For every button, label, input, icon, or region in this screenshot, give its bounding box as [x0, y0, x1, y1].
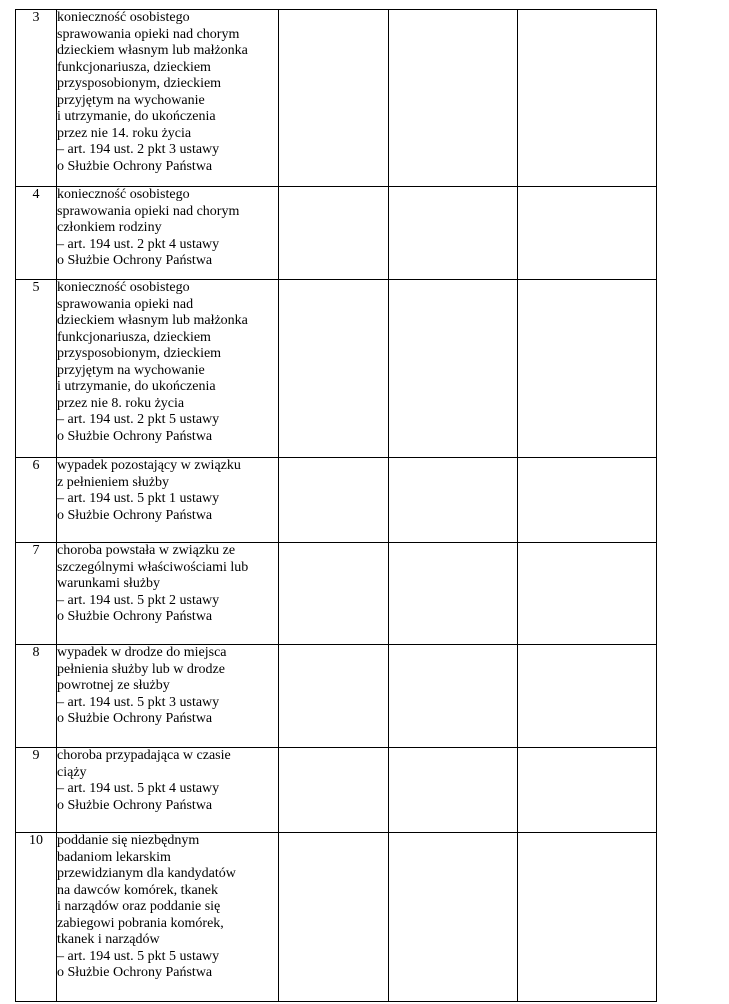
description-line: ciąży: [57, 764, 87, 780]
description-line: – art. 194 ust. 2 pkt 3 ustawy: [57, 142, 220, 157]
blank-cell: [518, 645, 657, 748]
description-line: sprawowania opieki nad chorym: [57, 203, 240, 219]
description-line: funkcjonariusza, dzieckiem: [57, 59, 211, 75]
row-description: [57, 10, 279, 187]
blank-cell: [279, 543, 389, 645]
description-line: o Służbie Ochrony Państwa: [57, 797, 213, 813]
absence-reasons-table: [15, 9, 657, 1002]
row-description: [57, 458, 279, 543]
blank-cell: [518, 280, 657, 458]
description-line: poddanie się niezbędnym: [57, 833, 200, 848]
row-number: 8: [16, 645, 57, 748]
row-number: 3: [16, 10, 57, 187]
row-description: [57, 748, 279, 833]
description-line: i utrzymanie, do ukończenia: [57, 379, 216, 394]
row-number: 9: [16, 748, 57, 833]
description-line: zabiegowi pobrania komórek,: [57, 915, 224, 931]
description-line: sprawowania opieki nad chorym: [57, 26, 240, 42]
description-line: i utrzymanie, do ukończenia: [57, 109, 216, 124]
row-number: 5: [16, 280, 57, 458]
blank-cell: [279, 645, 389, 748]
description-line: dzieckiem własnym lub małżonka: [57, 313, 248, 328]
table-row: [16, 833, 657, 1002]
description-line: o Służbie Ochrony Państwa: [57, 428, 213, 444]
blank-cell: [518, 10, 657, 187]
description-line: – art. 194 ust. 5 pkt 1 ustawy: [57, 491, 220, 506]
description-line: – art. 194 ust. 2 pkt 4 ustawy: [57, 236, 220, 252]
description-line: o Służbie Ochrony Państwa: [57, 711, 213, 726]
row-number: 10: [16, 833, 57, 1002]
description-line: przysposobionym, dzieckiem: [57, 76, 222, 91]
description-line: – art. 194 ust. 5 pkt 2 ustawy: [57, 592, 220, 608]
table-row: [16, 458, 657, 543]
description-line: sprawowania opieki nad: [57, 296, 194, 312]
description-line: konieczność osobistego: [57, 280, 190, 295]
blank-cell: [389, 10, 518, 187]
blank-cell: [518, 187, 657, 280]
description-line: choroba przypadająca w czasie: [57, 748, 231, 763]
description-line: – art. 194 ust. 5 pkt 3 ustawy: [57, 694, 220, 710]
description-line: członkiem rodziny: [57, 220, 162, 235]
blank-cell: [389, 458, 518, 543]
blank-cell: [518, 458, 657, 543]
description-line: o Służbie Ochrony Państwa: [57, 965, 213, 980]
blank-cell: [279, 280, 389, 458]
table-row: [16, 280, 657, 458]
blank-cell: [279, 833, 389, 1002]
description-line: na dawców komórek, tkanek: [57, 882, 218, 898]
blank-cell: [389, 280, 518, 458]
table-row: [16, 543, 657, 645]
row-description: [57, 833, 279, 1002]
blank-cell: [389, 543, 518, 645]
blank-cell: [389, 833, 518, 1002]
description-line: warunkami służby: [57, 576, 161, 591]
description-line: o Służbie Ochrony Państwa: [57, 609, 213, 624]
description-line: szczególnymi właściwościami lub: [57, 559, 249, 575]
description-line: – art. 194 ust. 5 pkt 5 ustawy: [57, 948, 220, 964]
description-line: o Służbie Ochrony Państwa: [57, 158, 213, 174]
description-line: przez nie 14. roku życia: [57, 125, 192, 141]
description-line: z pełnieniem służby: [57, 474, 169, 490]
description-line: przyjętym na wychowanie: [57, 92, 205, 108]
row-number: 7: [16, 543, 57, 645]
description-line: wypadek pozostający w związku: [57, 458, 241, 473]
description-line: o Służbie Ochrony Państwa: [57, 507, 213, 523]
blank-cell: [518, 833, 657, 1002]
description-line: przewidzianym dla kandydatów: [57, 866, 236, 881]
blank-cell: [279, 10, 389, 187]
row-number: 4: [16, 187, 57, 280]
description-line: – art. 194 ust. 2 pkt 5 ustawy: [57, 412, 220, 427]
description-line: pełnienia służby lub w drodze: [57, 661, 225, 677]
blank-cell: [518, 543, 657, 645]
description-line: choroba powstała w związku ze: [57, 543, 236, 558]
table-row: [16, 748, 657, 833]
row-description: [57, 187, 279, 280]
table-row: [16, 10, 657, 187]
blank-cell: [279, 458, 389, 543]
blank-cell: [518, 748, 657, 833]
table-row: [16, 645, 657, 748]
description-line: o Służbie Ochrony Państwa: [57, 253, 213, 268]
description-line: – art. 194 ust. 5 pkt 4 ustawy: [57, 781, 220, 796]
blank-cell: [389, 645, 518, 748]
description-line: przysposobionym, dzieckiem: [57, 346, 222, 361]
description-line: wypadek w drodze do miejsca: [57, 645, 227, 660]
blank-cell: [279, 748, 389, 833]
description-line: i narządów oraz poddanie się: [57, 899, 221, 914]
row-number: 6: [16, 458, 57, 543]
row-description: [57, 645, 279, 748]
blank-cell: [389, 748, 518, 833]
description-line: badaniom lekarskim: [57, 849, 171, 865]
description-line: konieczność osobistego: [57, 10, 190, 25]
description-line: funkcjonariusza, dzieckiem: [57, 329, 211, 345]
row-description: [57, 280, 279, 458]
description-line: tkanek i narządów: [57, 932, 160, 947]
description-line: przyjętym na wychowanie: [57, 362, 205, 378]
row-description: [57, 543, 279, 645]
blank-cell: [389, 187, 518, 280]
description-line: przez nie 8. roku życia: [57, 395, 185, 411]
blank-cell: [279, 187, 389, 280]
description-line: konieczność osobistego: [57, 187, 190, 202]
description-line: powrotnej ze służby: [57, 678, 170, 693]
table-row: [16, 187, 657, 280]
description-line: dzieckiem własnym lub małżonka: [57, 43, 248, 58]
